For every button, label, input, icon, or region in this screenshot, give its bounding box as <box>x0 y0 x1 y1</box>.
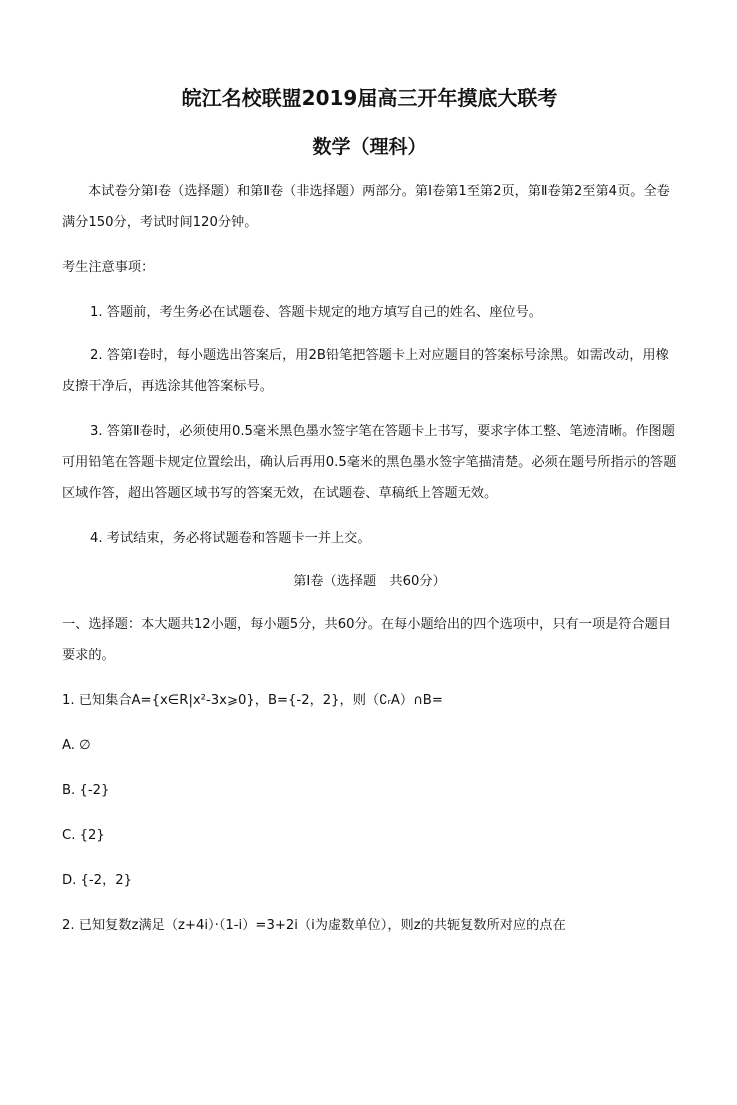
exam-title: 皖江名校联盟2019届高三开年摸底大联考 <box>181 86 558 110</box>
notice-item-1: 1. 答题前，考生务必在试题卷、答题卡规定的地方填写自己的姓名、座位号。 <box>90 305 542 320</box>
question-2-stem: 2. 已知复数z满足（z+4i）·（1-i）=3+2i（i为虚数单位），则z的共轭复数所对应的点在 <box>62 918 566 933</box>
intro-paragraph: 本试卷分第Ⅰ卷（选择题）和第Ⅱ卷（非选择题）两部分。第Ⅰ卷第1至第2页，第Ⅱ卷第2至第4页。全卷满分150分，考试时间120分钟。 <box>62 184 670 230</box>
section-heading: 第Ⅰ卷（选择题 共60分） <box>293 574 446 589</box>
notice-item-2: 2. 答第Ⅰ卷时，每小题选出答案后，用2B铅笔把答题卡上对应题目的答案标号涂黑。如需改动，用橡皮擦干净后，再选涂其他答案标号。 <box>62 348 669 394</box>
exam-page <box>0 84 737 1105</box>
notice-item-4: 4. 考试结束，务必将试题卷和答题卡一并上交。 <box>90 531 371 546</box>
question-1-stem: 1. 已知集合A={x∈R|x²-3x⩾0}，B={-2，2}，则（∁ᵣA）∩B= <box>62 693 443 708</box>
exam-subject: 数学（理科） <box>312 136 427 158</box>
question-1-option-d: D. {-2，2} <box>62 873 133 888</box>
question-1-option-b: B. {-2} <box>62 783 110 798</box>
question-1-option-a: A. ∅ <box>62 738 91 753</box>
notice-heading: 考生注意事项： <box>62 260 155 275</box>
notice-item-3: 3. 答第Ⅱ卷时，必须使用0.5毫米黑色墨水签字笔在答题卡上书写，要求字体工整、笔迹清晰。作图题可用铅笔在答题卡规定位置绘出，确认后再用0.5毫米的黑色墨水签字笔描清楚。必须在题号所指示的答题区域作答，超出答题区域书写的答案无效，在试题卷、草稿纸上答题无效。 <box>62 424 677 501</box>
part1-instruction: 一、选择题：本大题共12小题，每小题5分，共60分。在每小题给出的四个选项中，只有一项是符合题目要求的。 <box>62 617 672 663</box>
question-1-option-c: C. {2} <box>62 828 105 843</box>
